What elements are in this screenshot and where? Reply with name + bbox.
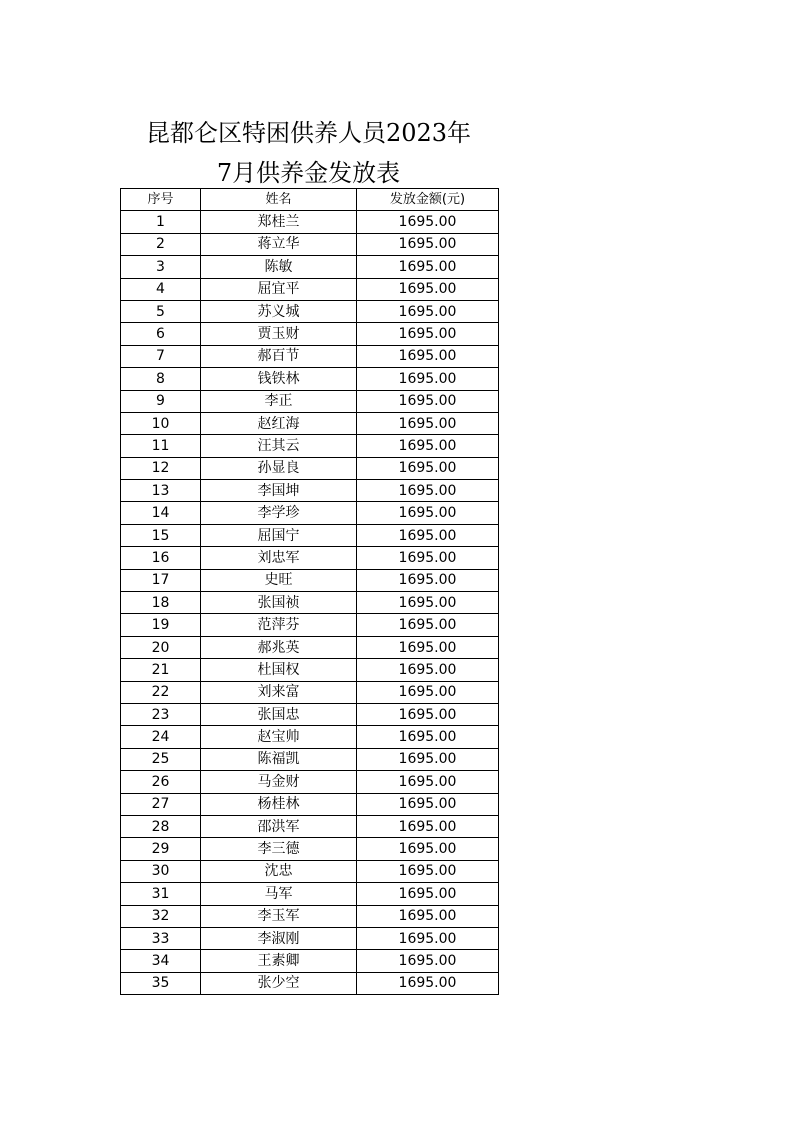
cell-amount: 1695.00 (357, 323, 499, 345)
cell-name: 屈国宁 (201, 524, 357, 546)
cell-serial-number: 9 (121, 390, 201, 412)
cell-name: 郝百节 (201, 345, 357, 367)
cell-serial-number: 26 (121, 771, 201, 793)
cell-name: 赵宝帅 (201, 726, 357, 748)
cell-name: 杨桂林 (201, 793, 357, 815)
cell-serial-number: 7 (121, 345, 201, 367)
cell-serial-number: 8 (121, 368, 201, 390)
table-row (121, 547, 499, 569)
table-row (121, 860, 499, 882)
cell-amount: 1695.00 (357, 547, 499, 569)
header-amount: 发放金额(元) (357, 189, 499, 211)
cell-serial-number: 13 (121, 480, 201, 502)
cell-name: 屈宜平 (201, 278, 357, 300)
cell-name: 李三德 (201, 838, 357, 860)
table-row (121, 614, 499, 636)
cell-name: 马军 (201, 883, 357, 905)
table-row (121, 883, 499, 905)
cell-name: 汪其云 (201, 435, 357, 457)
cell-amount: 1695.00 (357, 793, 499, 815)
cell-amount: 1695.00 (357, 972, 499, 994)
table-row (121, 278, 499, 300)
cell-amount: 1695.00 (357, 771, 499, 793)
table-row (121, 793, 499, 815)
cell-name: 蒋立华 (201, 233, 357, 255)
table-body (121, 211, 499, 995)
table-row (121, 435, 499, 457)
cell-serial-number: 20 (121, 636, 201, 658)
cell-amount: 1695.00 (357, 368, 499, 390)
cell-name: 李学珍 (201, 502, 357, 524)
table-row (121, 300, 499, 322)
cell-amount: 1695.00 (357, 256, 499, 278)
table-row (121, 256, 499, 278)
header-name: 姓名 (201, 189, 357, 211)
table-row (121, 726, 499, 748)
cell-amount: 1695.00 (357, 883, 499, 905)
cell-amount: 1695.00 (357, 614, 499, 636)
table-row (121, 838, 499, 860)
table-row (121, 233, 499, 255)
cell-serial-number: 17 (121, 569, 201, 591)
cell-name: 钱铁林 (201, 368, 357, 390)
table-row (121, 502, 499, 524)
cell-serial-number: 21 (121, 659, 201, 681)
table-row (121, 457, 499, 479)
table-row (121, 927, 499, 949)
cell-serial-number: 24 (121, 726, 201, 748)
table-row (121, 636, 499, 658)
cell-name: 陈福凯 (201, 748, 357, 770)
cell-name: 史旺 (201, 569, 357, 591)
cell-amount: 1695.00 (357, 659, 499, 681)
cell-amount: 1695.00 (357, 300, 499, 322)
cell-amount: 1695.00 (357, 278, 499, 300)
table-row (121, 972, 499, 994)
cell-amount: 1695.00 (357, 748, 499, 770)
table-row (121, 569, 499, 591)
cell-serial-number: 33 (121, 927, 201, 949)
table-row (121, 659, 499, 681)
cell-name: 张国忠 (201, 703, 357, 725)
cell-serial-number: 18 (121, 592, 201, 614)
cell-amount: 1695.00 (357, 592, 499, 614)
cell-name: 刘来富 (201, 681, 357, 703)
table-row (121, 390, 499, 412)
cell-amount: 1695.00 (357, 681, 499, 703)
cell-serial-number: 22 (121, 681, 201, 703)
cell-name: 张国祯 (201, 592, 357, 614)
table-row (121, 905, 499, 927)
cell-name: 郝兆英 (201, 636, 357, 658)
cell-amount: 1695.00 (357, 815, 499, 837)
cell-serial-number: 15 (121, 524, 201, 546)
cell-name: 李正 (201, 390, 357, 412)
cell-amount: 1695.00 (357, 412, 499, 434)
cell-serial-number: 12 (121, 457, 201, 479)
cell-serial-number: 32 (121, 905, 201, 927)
cell-amount: 1695.00 (357, 435, 499, 457)
cell-name: 赵红海 (201, 412, 357, 434)
cell-serial-number: 27 (121, 793, 201, 815)
cell-serial-number: 34 (121, 950, 201, 972)
document-title-line-1: 昆都仑区特困供养人员2023年 (145, 119, 472, 147)
cell-name: 李淑刚 (201, 927, 357, 949)
cell-name: 贾玉财 (201, 323, 357, 345)
table-row (121, 412, 499, 434)
cell-amount: 1695.00 (357, 838, 499, 860)
table-row (121, 345, 499, 367)
cell-name: 沈忠 (201, 860, 357, 882)
cell-serial-number: 30 (121, 860, 201, 882)
table-row (121, 480, 499, 502)
cell-serial-number: 10 (121, 412, 201, 434)
cell-name: 刘忠军 (201, 547, 357, 569)
cell-amount: 1695.00 (357, 726, 499, 748)
cell-serial-number: 28 (121, 815, 201, 837)
cell-serial-number: 1 (121, 211, 201, 233)
cell-amount: 1695.00 (357, 950, 499, 972)
cell-serial-number: 19 (121, 614, 201, 636)
cell-serial-number: 6 (121, 323, 201, 345)
cell-amount: 1695.00 (357, 569, 499, 591)
table-row (121, 703, 499, 725)
payment-table (120, 188, 499, 995)
cell-name: 杜国权 (201, 659, 357, 681)
cell-name: 苏义城 (201, 300, 357, 322)
cell-name: 马金财 (201, 771, 357, 793)
cell-name: 王素卿 (201, 950, 357, 972)
cell-serial-number: 16 (121, 547, 201, 569)
cell-serial-number: 11 (121, 435, 201, 457)
cell-amount: 1695.00 (357, 927, 499, 949)
table-row (121, 592, 499, 614)
table-row (121, 950, 499, 972)
table-header-row (121, 189, 499, 211)
cell-amount: 1695.00 (357, 345, 499, 367)
cell-name: 李国坤 (201, 480, 357, 502)
cell-amount: 1695.00 (357, 636, 499, 658)
table-row (121, 323, 499, 345)
table-row (121, 681, 499, 703)
cell-serial-number: 4 (121, 278, 201, 300)
cell-serial-number: 14 (121, 502, 201, 524)
table-row (121, 815, 499, 837)
cell-serial-number: 25 (121, 748, 201, 770)
cell-name: 李玉军 (201, 905, 357, 927)
cell-name: 范萍芬 (201, 614, 357, 636)
table-row (121, 524, 499, 546)
cell-serial-number: 23 (121, 703, 201, 725)
table-row (121, 748, 499, 770)
cell-amount: 1695.00 (357, 390, 499, 412)
cell-amount: 1695.00 (357, 860, 499, 882)
cell-name: 邵洪军 (201, 815, 357, 837)
table-row (121, 368, 499, 390)
cell-serial-number: 29 (121, 838, 201, 860)
cell-name: 陈敏 (201, 256, 357, 278)
cell-amount: 1695.00 (357, 211, 499, 233)
cell-name: 孙显良 (201, 457, 357, 479)
cell-name: 张少空 (201, 972, 357, 994)
cell-serial-number: 2 (121, 233, 201, 255)
table-row (121, 771, 499, 793)
header-serial-number: 序号 (121, 189, 201, 211)
cell-amount: 1695.00 (357, 502, 499, 524)
cell-amount: 1695.00 (357, 457, 499, 479)
cell-amount: 1695.00 (357, 480, 499, 502)
cell-serial-number: 5 (121, 300, 201, 322)
cell-serial-number: 31 (121, 883, 201, 905)
table-row (121, 211, 499, 233)
cell-name: 郑桂兰 (201, 211, 357, 233)
document-title-line-2: 7月供养金发放表 (216, 159, 401, 187)
cell-amount: 1695.00 (357, 524, 499, 546)
cell-serial-number: 3 (121, 256, 201, 278)
cell-amount: 1695.00 (357, 233, 499, 255)
cell-amount: 1695.00 (357, 905, 499, 927)
cell-serial-number: 35 (121, 972, 201, 994)
cell-amount: 1695.00 (357, 703, 499, 725)
